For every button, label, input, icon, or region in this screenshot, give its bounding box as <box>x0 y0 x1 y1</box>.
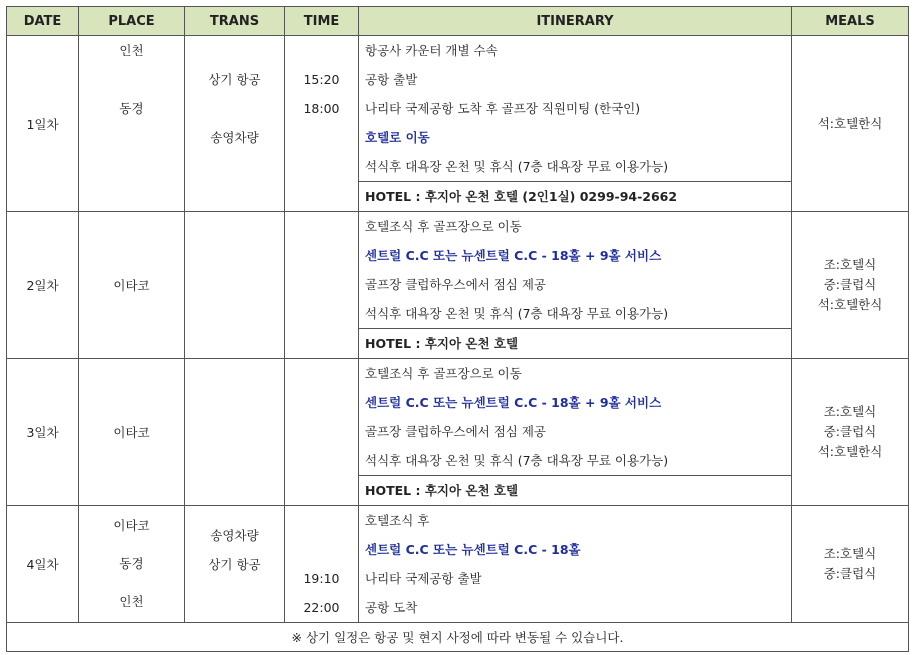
day-itinerary <box>359 359 792 506</box>
day-itinerary <box>359 36 792 212</box>
day-row-2 <box>7 212 909 359</box>
itinerary-line: 석식후 대욕장 온천 및 휴식 (7층 대욕장 무료 이용가능) <box>365 159 669 174</box>
itinerary-line: 호텔조식 후 <box>365 513 430 528</box>
itinerary-line: 나리타 국제공항 출발 <box>365 571 482 586</box>
meal-line: 조:호텔식 <box>823 404 877 419</box>
day-meals <box>792 359 909 506</box>
place-line: 인천 <box>119 43 144 58</box>
place-line: 인천 <box>119 594 144 609</box>
trans-line <box>185 36 284 65</box>
day-time <box>285 36 359 212</box>
itinerary-table <box>6 6 909 652</box>
day-meals <box>792 506 909 623</box>
day-itinerary <box>359 506 792 623</box>
trans-line <box>185 94 284 123</box>
day-trans <box>185 359 285 506</box>
day-trans <box>185 212 285 359</box>
day-meals <box>792 36 909 212</box>
itinerary-line: 공항 도착 <box>365 600 418 615</box>
place-line: 동경 <box>119 556 144 571</box>
header-itinerary: ITINERARY <box>359 7 792 36</box>
day-place <box>79 506 185 623</box>
day-time <box>285 359 359 506</box>
trans-line: 송영차량 <box>210 130 259 145</box>
time-line: 18:00 <box>303 101 340 116</box>
header-time: TIME <box>285 7 359 36</box>
hotel-line: HOTEL : 후지아 온천 호텔 <box>359 328 791 358</box>
time-line <box>285 36 358 65</box>
header-place: PLACE <box>79 7 185 36</box>
meal-line: 중:클럽식 <box>823 566 877 581</box>
day-meals <box>792 212 909 359</box>
day-trans <box>185 506 285 623</box>
day-date: 2일차 <box>7 212 79 359</box>
meal-line: 석:호텔한식 <box>817 115 883 131</box>
itinerary-line: 석식후 대욕장 온천 및 휴식 (7층 대욕장 무료 이용가능) <box>365 453 669 468</box>
place-line <box>79 65 184 94</box>
itinerary-line: 호텔조식 후 골프장으로 이동 <box>365 366 522 381</box>
day-itinerary <box>359 212 792 359</box>
itinerary-line: 항공사 카운터 개별 수속 <box>365 43 498 58</box>
meal-line: 조:호텔식 <box>823 257 877 272</box>
time-line: 19:10 <box>303 571 340 586</box>
day-place: 이타코 <box>79 359 185 506</box>
place-line: 이타코 <box>113 518 150 533</box>
header-trans: TRANS <box>185 7 285 36</box>
day-date: 3일차 <box>7 359 79 506</box>
hotel-line: HOTEL : 후지아 온천 호텔 (2인1실) 0299-94-2662 <box>359 181 791 211</box>
meal-line: 석:호텔한식 <box>817 297 883 312</box>
itinerary-line: 공항 출발 <box>365 72 418 87</box>
itinerary-line: 호텔로 이동 <box>365 130 430 145</box>
itinerary-line: 골프장 클럽하우스에서 점심 제공 <box>365 277 546 292</box>
day-place <box>79 36 185 212</box>
meal-line: 중:클럽식 <box>823 424 877 439</box>
itinerary-line: 골프장 클럽하우스에서 점심 제공 <box>365 424 546 439</box>
schedule-note: ※ 상기 일정은 항공 및 현지 사정에 따라 변동될 수 있습니다. <box>7 623 909 652</box>
itinerary-line: 나리타 국제공항 도착 후 골프장 직원미팅 (한국인) <box>365 101 641 116</box>
day-date: 4일차 <box>7 506 79 623</box>
day-time <box>285 506 359 623</box>
trans-line: 상기 항공 <box>208 72 261 87</box>
itinerary-line: 센트럴 C.C 또는 뉴센트럴 C.C - 18홀 <box>365 542 581 557</box>
itinerary-line: 호텔조식 후 골프장으로 이동 <box>365 219 522 234</box>
itinerary-line: 센트럴 C.C 또는 뉴센트럴 C.C - 18홀 + 9홀 서비스 <box>365 395 662 410</box>
trans-line: 송영차량 <box>210 528 259 543</box>
day-date: 1일차 <box>7 36 79 212</box>
meal-line: 석:호텔한식 <box>817 444 883 459</box>
hotel-line: HOTEL : 후지아 온천 호텔 <box>359 475 791 505</box>
header-date: DATE <box>7 7 79 36</box>
time-line: 22:00 <box>303 600 340 615</box>
trans-line: 상기 항공 <box>208 557 261 572</box>
header-meals: MEALS <box>792 7 909 36</box>
day-trans <box>185 36 285 212</box>
note-row <box>7 623 909 652</box>
day-time <box>285 212 359 359</box>
day-row-4 <box>7 506 909 623</box>
day-row-1 <box>7 36 909 212</box>
meal-line: 중:클럽식 <box>823 277 877 292</box>
itinerary-line: 석식후 대욕장 온천 및 휴식 (7층 대욕장 무료 이용가능) <box>365 306 669 321</box>
day-place: 이타코 <box>79 212 185 359</box>
itinerary-line: 센트럴 C.C 또는 뉴센트럴 C.C - 18홀 + 9홀 서비스 <box>365 248 662 263</box>
header-row <box>7 7 909 36</box>
time-line: 15:20 <box>303 72 340 87</box>
day-row-3 <box>7 359 909 506</box>
meal-line: 조:호텔식 <box>823 546 877 561</box>
place-line: 동경 <box>119 101 144 116</box>
